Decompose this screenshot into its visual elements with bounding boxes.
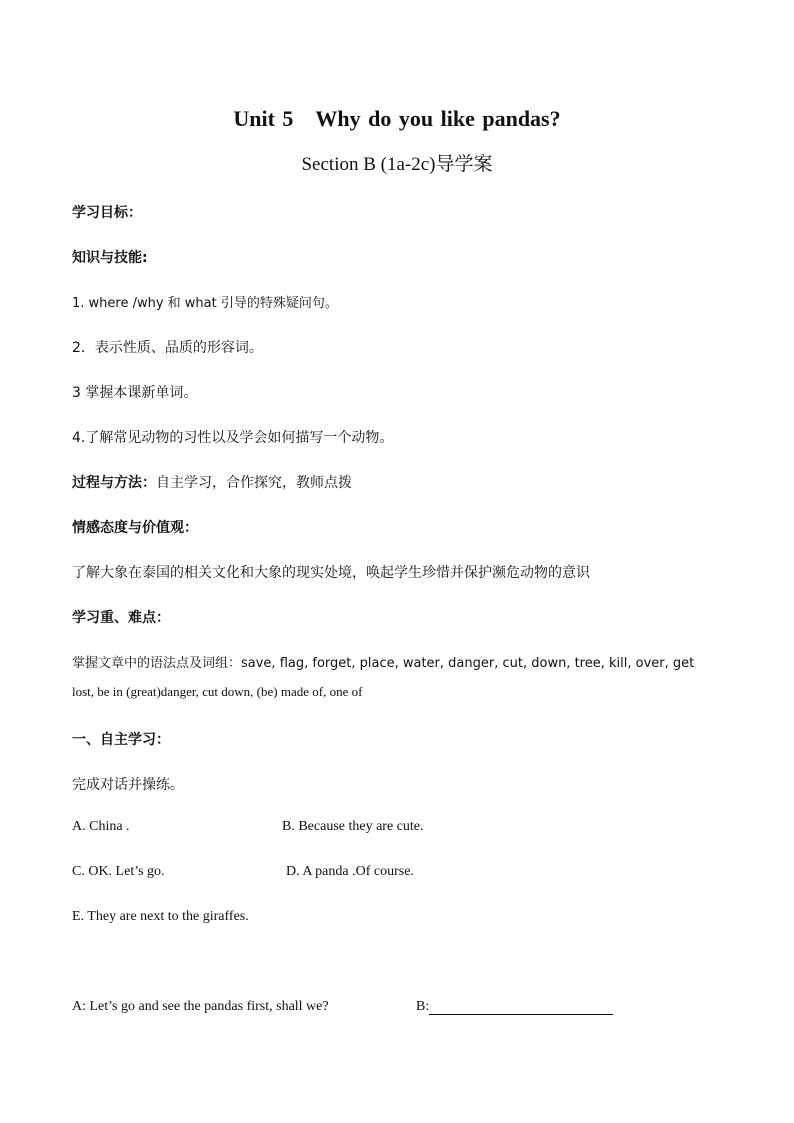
- section1-instruction: 完成对话并操练。: [72, 777, 184, 793]
- title-question: Why do you like pandas?: [315, 106, 561, 131]
- knowledge-item-3: 3 掌握本课新单词。: [72, 385, 198, 401]
- emotion-text: 了解大象在泰国的相关文化和大象的现实处境，唤起学生珍惜并保护濒危动物的意识: [72, 565, 590, 581]
- process-line: [72, 472, 352, 492]
- key-points-line-1: 掌握文章中的语法点及词组：save, flag, forget, place, water, danger, cut, down, tree, kill, over, get: [72, 656, 695, 671]
- option-e: E. They are next to the giraffes.: [72, 909, 249, 924]
- key-points-line-2: lost, be in (great)danger, cut down, (be) made of, one of: [72, 684, 363, 699]
- option-b: B. Because they are cute.: [282, 819, 424, 834]
- knowledge-item-4: 4.了解常见动物的习性以及学会如何描写一个动物。: [72, 430, 394, 446]
- key-points-heading: 学习重、难点：: [72, 610, 170, 626]
- dialogue-answer-b: [416, 999, 613, 1015]
- option-d: D. A panda .Of course.: [286, 864, 414, 879]
- knowledge-heading: 知识与技能:: [72, 250, 148, 266]
- page-title: [0, 106, 794, 132]
- option-c: C. OK. Let’s go.: [72, 864, 165, 879]
- process-heading: 过程与方法：: [72, 475, 156, 491]
- process-text: 自主学习，合作探究，教师点拨: [156, 475, 352, 491]
- emotion-heading: 情感态度与价值观：: [72, 520, 198, 536]
- page-subtitle: Section B (1a-2c)导学案: [301, 154, 493, 175]
- dialogue-b-label: B:: [416, 999, 430, 1014]
- option-a: A. China .: [72, 819, 130, 834]
- objectives-heading: 学习目标：: [72, 205, 142, 221]
- section1-heading: 一、自主学习：: [72, 732, 170, 748]
- title-unit: Unit 5: [233, 106, 294, 131]
- knowledge-item-1: 1. where /why 和 what 引导的特殊疑问句。: [72, 296, 338, 311]
- dialogue-line-a: A: Let’s go and see the pandas first, shall we?: [72, 999, 329, 1014]
- knowledge-item-2: 2．表示性质、品质的形容词。: [72, 340, 263, 356]
- answer-blank[interactable]: [429, 999, 613, 1015]
